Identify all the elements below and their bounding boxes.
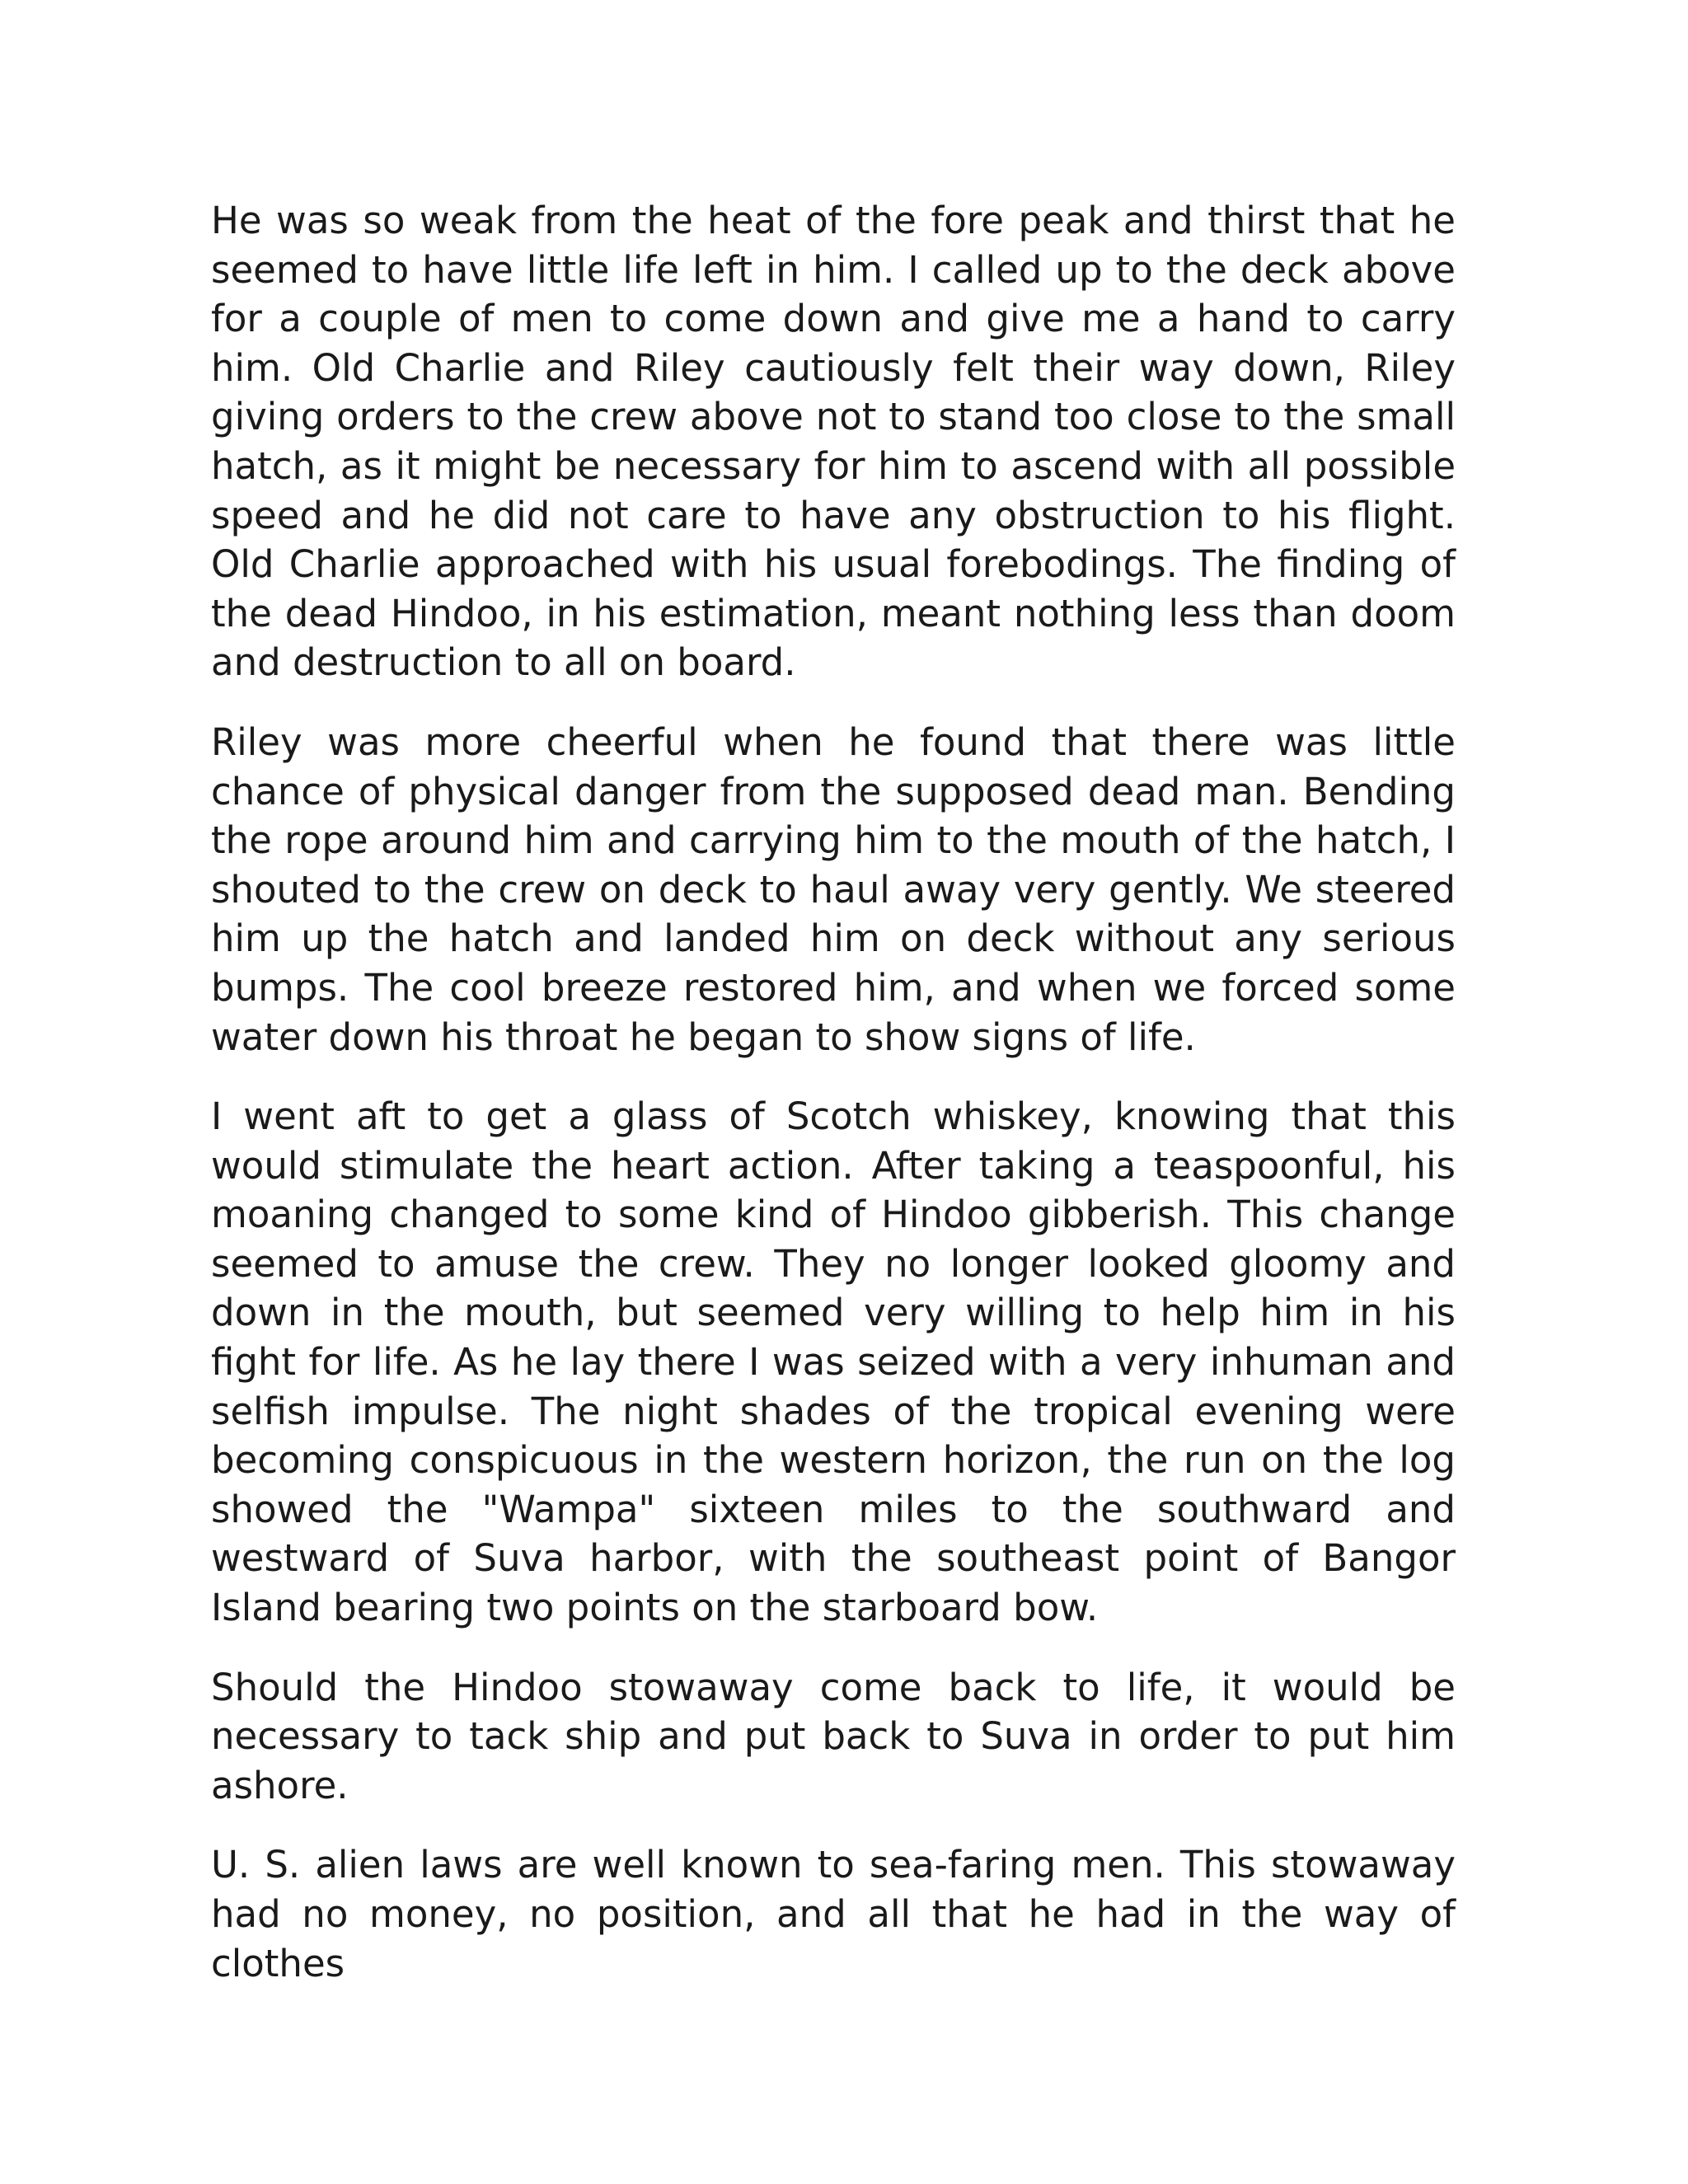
paragraph-2: Riley was more cheerful when he found that there was little chance of physical danger from the supposed dead man. Bending the rope around him and carrying him to the mouth of the hatch, I shouted to the crew on deck to haul away very gently. We steered him up the hatch and landed him on deck without any serious bumps. The cool breeze restored him, and when we forced some water down his throat he began to show signs of life. <box>211 719 1456 1059</box>
paragraph-4: Should the Hindoo stowaway come back to life, it would be necessary to tack ship and put back to Suva in order to put him ashore. <box>211 1665 1456 1807</box>
paragraph-5: U. S. alien laws are well known to sea-faring men. This stowaway had no money, no position, and all that he had in the way of clothes <box>211 1843 1456 1985</box>
paragraph-3: I went aft to get a glass of Scotch whiskey, knowing that this would stimulate the heart action. After taking a teaspoonful, his moaning changed to some kind of Hindoo gibberish. This change seemed to amuse the crew. They no longer looked gloomy and down in the mouth, but seemed very willing to help him in his fight for life. As he lay there I was seized with a very inhuman and selfish impulse. The night shades of the tropical evening were becoming conspicuous in the western horizon, the run on the log showed the "Wampa" sixteen miles to the southward and westward of Suva harbor, with the southeast point of Bangor Island bearing two points on the starboard bow. <box>211 1094 1456 1630</box>
body-text <box>211 196 1456 2018</box>
paragraph-1: He was so weak from the heat of the fore peak and thirst that he seemed to have little life left in him. I called up to the deck above for a couple of men to come down and give me a hand to carry him. Old Charlie and Riley cautiously felt their way down, Riley giving orders to the crew above not to stand too close to the small hatch, as it might be necessary for him to ascend with all possible speed and he did not care to have any obstruction to his flight. Old Charlie approached with his usual forebodings. The finding of the dead Hindoo, in his estimation, meant nothing less than doom and destruction to all on board. <box>211 199 1456 685</box>
